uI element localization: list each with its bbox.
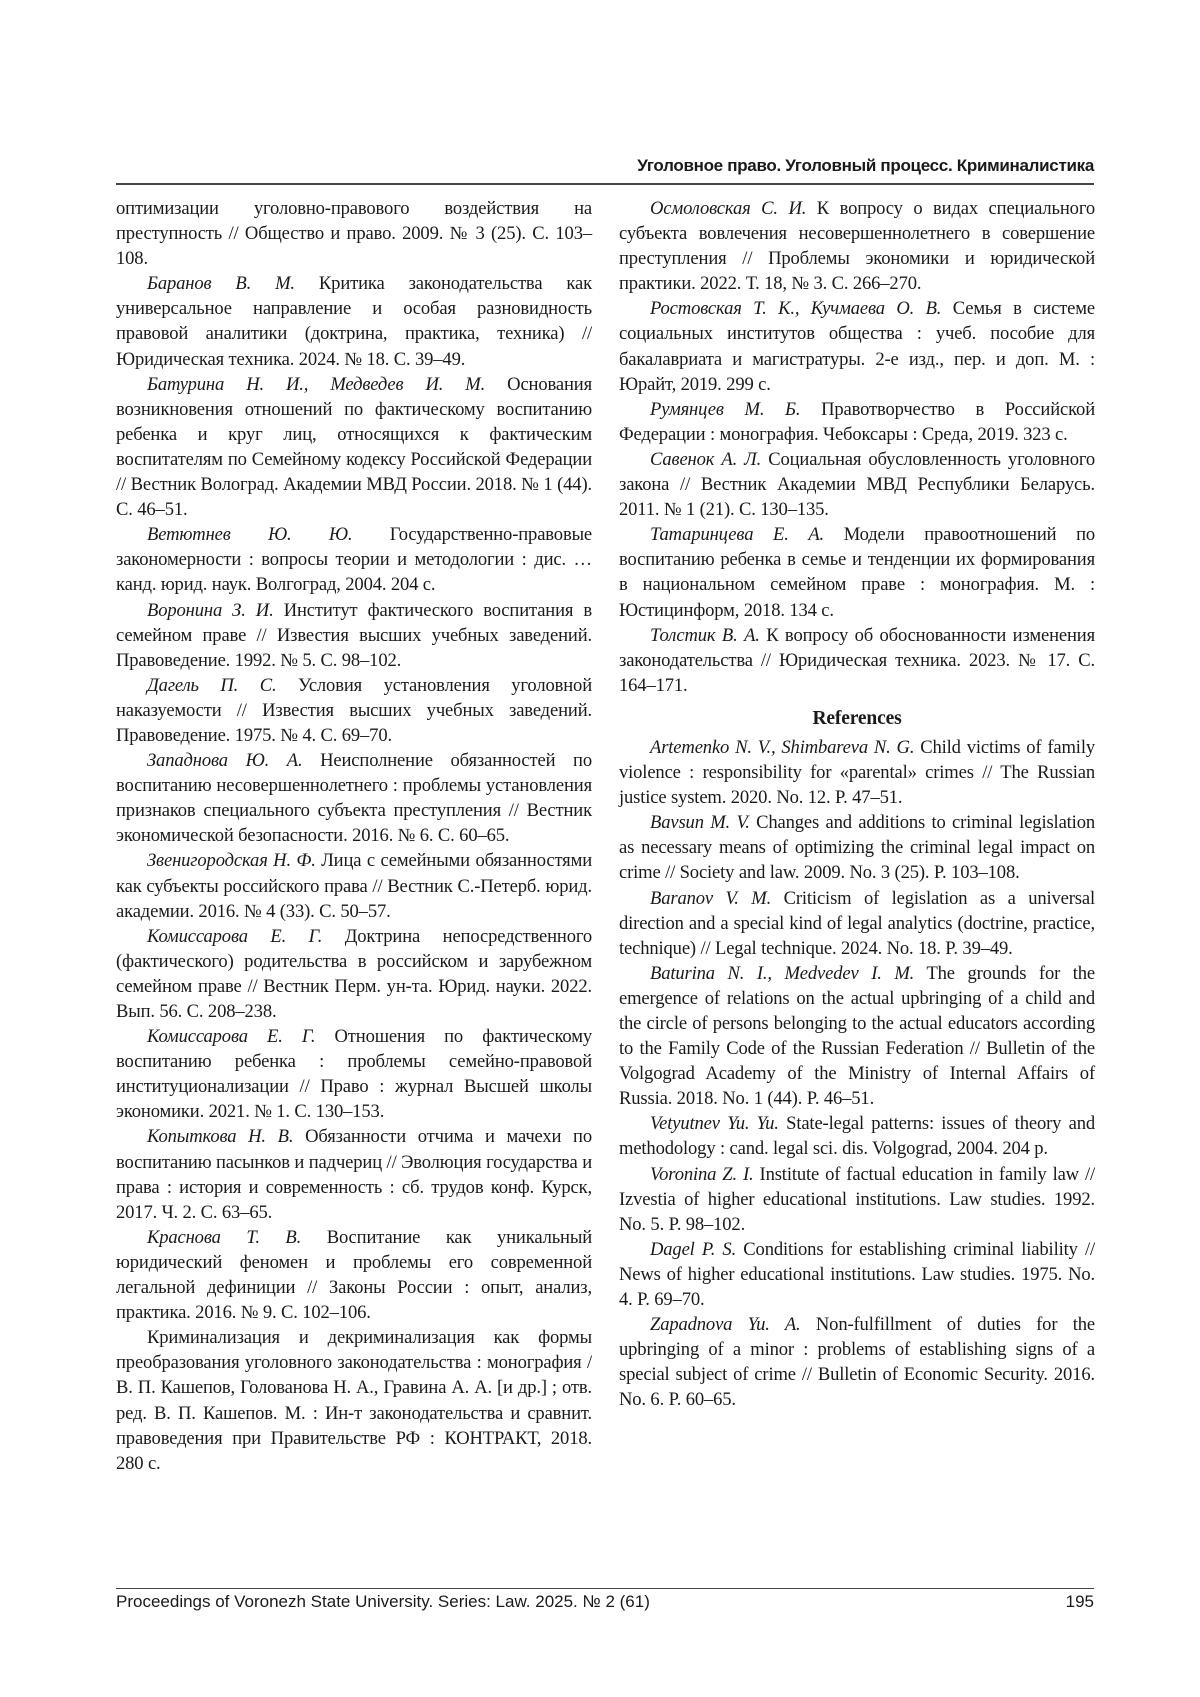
bibliography-entry bbox=[116, 1225, 592, 1325]
left-column bbox=[116, 196, 592, 1476]
entry-text: Правотворчество в Российской Федерации : монография. Чебоксары : Среда, 2019. 323 с. bbox=[619, 398, 1096, 445]
references-list bbox=[619, 735, 1095, 1413]
entry-author: Zapadnova Yu. A. bbox=[650, 1314, 801, 1336]
bibliography-entry bbox=[116, 1325, 592, 1476]
entry-text: Криминализация и декриминализация как формы преобразования уголовного законодательства : монография / В. П. Кашепов, Голованова Н. А., Гравина А. А. [и др.] ; отв. ред. В. П. Кашепов. М. : Ин-т законодательства и сравнит. правоведения при Правительстве РФ : КОНТРАКТ, 2018. 280 с. bbox=[116, 1327, 592, 1474]
entry-text: Семья в системе социальных институтов общества : учеб. пособие для бакалавриата и магистратуры. 2-е изд., пер. и доп. М. : Юрайт, 2019. 299 с. bbox=[619, 298, 1095, 395]
entry-text: Обязанности отчима и мачехи по воспитанию пасынков и падчериц // Эволюция государства и права : история и современность : сб. трудов конф. Курск, 2017. Ч. 2. С. 63–65. bbox=[116, 1126, 593, 1223]
entry-text: Лица с семейными обязанностями как субъекты российского права // Вестник С.-Петерб. юрид. академии. 2016. № 4 (33). С. 50–57. bbox=[116, 850, 592, 922]
entry-text: Institute of factual education in family law // Izvestia of higher educational institutions. Law studies. 1992. No. 5. P. 98–102. bbox=[619, 1163, 1095, 1235]
bibliography-entry bbox=[619, 447, 1095, 522]
bibliography-entry bbox=[116, 372, 592, 523]
bibliography-entry bbox=[619, 1312, 1095, 1412]
entry-text: Критика законодательства как универсальное направление и особая разновидность правовой аналитики (доктрина, практика, техника) // Юридическая техника. 2024. № 18. С. 39–49. bbox=[116, 273, 592, 370]
entry-author: Artemenko N. V., Shimbareva N. G. bbox=[650, 736, 915, 758]
entry-author: Савенок А. Л. bbox=[650, 448, 762, 470]
footer-rule bbox=[116, 1588, 1094, 1589]
entry-author: Комиссарова Е. Г. bbox=[147, 1026, 316, 1048]
entry-author: Baranov V. M. bbox=[650, 887, 772, 909]
entry-author: Воронина З. И. bbox=[147, 599, 274, 621]
bibliography-entry bbox=[619, 196, 1095, 296]
entry-text: Социальная обусловленность уголовного закона // Вестник Академии МВД Республики Беларусь. 2011. № 1 (21). С. 130–135. bbox=[619, 448, 1096, 521]
entry-text: State-legal patterns: issues of theory and methodology : cand. legal sci. dis. Volgograd, 2004. 204 p. bbox=[619, 1113, 1095, 1160]
bibliography-entry bbox=[116, 598, 592, 673]
bibliography-entry bbox=[116, 522, 592, 597]
bibliography-entry bbox=[619, 522, 1095, 622]
entry-author: Батурина Н. И., Медведев И. М. bbox=[147, 373, 486, 395]
header-rule bbox=[116, 183, 1094, 185]
entry-text: оптимизации уголовно-правового воздействия на преступность // Общество и право. 2009. № 3 (25). С. 103–108. bbox=[116, 198, 592, 270]
entry-text: К вопросу о видах специального субъекта вовлечения несовершеннолетнего в совершение преступления // Проблемы экономики и юридической практики. 2022. Т. 18, № 3. С. 266–270. bbox=[619, 198, 1095, 295]
bibliography-entry bbox=[619, 886, 1095, 961]
bibliography-entry bbox=[619, 735, 1095, 810]
journal-title: Proceedings of Voronezh State University. Series: Law. 2025. № 2 (61) bbox=[116, 1592, 650, 1611]
entry-author: Комиссарова Е. Г. bbox=[147, 925, 323, 947]
entry-author: Осмоловская С. И. bbox=[650, 198, 807, 219]
entry-author: Татаринцева Е. А. bbox=[650, 524, 825, 546]
entry-text: Child victims of family violence : responsibility for «parental» crimes // The Russian justice system. 2020. No. 12. P. 47–51. bbox=[619, 736, 1095, 809]
entry-text: Основания возникновения отношений по фактическому воспитанию ребенка и круг лиц, относящихся к фактическим воспитателям по Семейному кодексу Российской Федерации // Вестник Волоград. Академии МВД России. 2018. № 1 (44). С. 46–51. bbox=[116, 373, 592, 521]
right-column bbox=[619, 196, 1095, 1413]
bibliography-entry bbox=[116, 1124, 592, 1224]
entry-author: Баранов В. М. bbox=[147, 273, 295, 295]
entry-author: Западнова Ю. А. bbox=[147, 750, 303, 772]
entry-author: Дагель П. С. bbox=[147, 674, 277, 696]
bibliography-entry bbox=[619, 1162, 1095, 1237]
entry-text: К вопросу об обоснованности изменения законодательства // Юридическая техника. 2023. № 17. С. 164–171. bbox=[619, 624, 1096, 696]
bibliography-entry bbox=[619, 397, 1095, 447]
page-footer bbox=[116, 1592, 1094, 1612]
entry-author: Baturina N. I., Medvedev I. M. bbox=[650, 962, 915, 984]
entry-author: Voronina Z. I. bbox=[650, 1163, 754, 1185]
entry-text: Воспитание как уникальный юридический феномен и проблемы его современной легальной дефиниции // Законы России : опыт, анализ, практика. 2016. № 9. С. 102–106. bbox=[116, 1226, 592, 1324]
entry-text: The grounds for the emergence of relations on the actual upbringing of a child and the circle of persons belonging to the actual educators according to the Family Code of the Russian Federation // Bulletin of the Volgograd Academy of the Ministry of Internal Affairs of Russia. 2018. No. 1 (44). P. 46–51. bbox=[619, 962, 1096, 1110]
bibliography-entry bbox=[619, 296, 1095, 396]
entry-text: Доктрина непосредственного (фактического) родительства в российском и зарубежном семейном праве // Вестник Перм. ун-та. Юрид. науки. 2022. Вып. 56. С. 208–238. bbox=[116, 925, 592, 1022]
entry-author: Ростовская Т. К., Кучмаева О. В. bbox=[650, 298, 942, 320]
entry-text: Государственно-правовые закономерности : вопросы теории и методологии : дис. … канд. юрид. наук. Волгоград, 2004. 204 с. bbox=[116, 524, 593, 596]
entry-author: Vetyutnev Yu. Yu. bbox=[650, 1113, 779, 1135]
entry-text: Неисполнение обязанностей по воспитанию несовершеннолетнего : проблемы установления признаков специального субъекта преступления // Вестник экономической безопасности. 2016. № 6. С. 60–65. bbox=[116, 750, 592, 847]
entry-author: Копыткова Н. В. bbox=[147, 1126, 294, 1148]
bibliography-entry bbox=[619, 961, 1095, 1112]
bibliography-entry bbox=[116, 196, 592, 271]
entry-author: Ветютнев Ю. Ю. bbox=[147, 524, 353, 546]
entry-author: Звенигородская Н. Ф. bbox=[147, 850, 316, 872]
entry-author: Толстик В. А. bbox=[650, 624, 760, 646]
entry-text: Условия установления уголовной наказуемости // Известия высших учебных заведений. Правоведение. 1975. № 4. С. 69–70. bbox=[116, 674, 592, 746]
entry-text: Changes and additions to criminal legislation as necessary means of optimizing the criminal legal impact on crime // Society and law. 2009. No. 3 (25). P. 103–108. bbox=[619, 812, 1095, 884]
entry-text: Criticism of legislation as a universal direction and a special kind of legal analytics (doctrine, practice, technique) // Legal technique. 2024. No. 18. P. 39–49. bbox=[619, 887, 1096, 959]
bibliography-entry bbox=[116, 1024, 592, 1124]
entry-author: Румянцев М. Б. bbox=[650, 398, 801, 420]
russian-references-continued bbox=[619, 196, 1095, 698]
references-heading: References bbox=[812, 707, 902, 729]
entry-text: Институт фактического воспитания в семейном праве // Известия высших учебных заведений. Правоведение. 1992. № 5. С. 98–102. bbox=[116, 599, 593, 671]
entry-text: Модели правоотношений по воспитанию ребенка в семье и тенденции их формирования в национальном семейном праве : монография. М. : Юстицинформ, 2018. 134 с. bbox=[619, 524, 1096, 621]
entry-text: Non-fulfillment of duties for the upbringing of a minor : problems of establishing signs of a special subject of crime // Bulletin of Economic Security. 2016. No. 6. P. 60–65. bbox=[619, 1314, 1095, 1411]
bibliography-entry bbox=[116, 924, 592, 1024]
bibliography-entry bbox=[619, 623, 1095, 698]
bibliography-entry bbox=[116, 673, 592, 748]
page-number: 195 bbox=[1065, 1592, 1094, 1611]
running-header: Уголовное право. Уголовный процесс. Криминалистика bbox=[637, 156, 1094, 175]
entry-text: Отношения по фактическому воспитанию ребенка : проблемы семейно-правовой институционализации // Право : журнал Высшей школы экономики. 2021. № 1. С. 130–153. bbox=[116, 1026, 592, 1123]
entry-author: Dagel P. S. bbox=[650, 1238, 737, 1260]
entry-text: Conditions for establishing criminal liability // News of higher educational institutions. Law studies. 1975. No. 4. P. 69–70. bbox=[619, 1238, 1096, 1311]
bibliography-entry bbox=[116, 271, 592, 371]
bibliography-entry bbox=[116, 848, 592, 923]
bibliography-entry bbox=[619, 810, 1095, 885]
entry-author: Краснова Т. В. bbox=[147, 1226, 302, 1248]
bibliography-entry bbox=[619, 1237, 1095, 1312]
bibliography-entry bbox=[619, 1111, 1095, 1161]
bibliography-entry bbox=[116, 748, 592, 848]
entry-author: Bavsun M. V. bbox=[650, 812, 750, 834]
